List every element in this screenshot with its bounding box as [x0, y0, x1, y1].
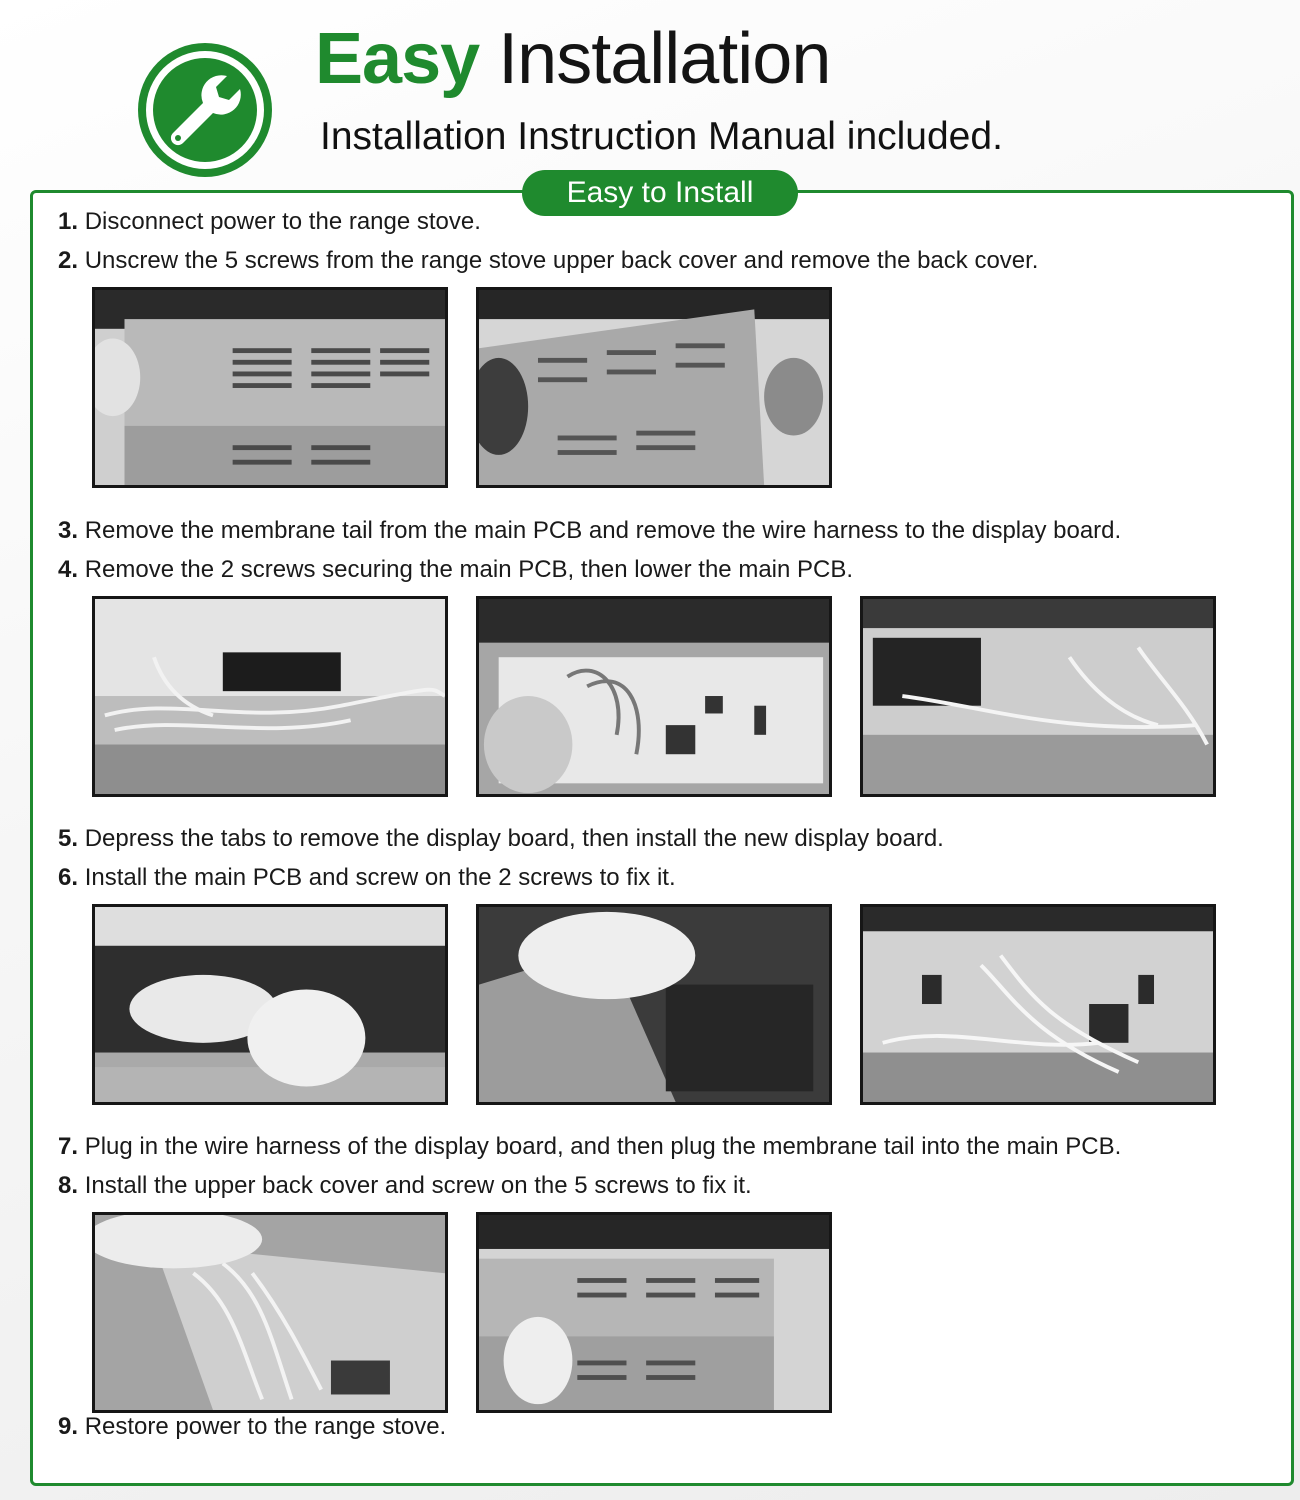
step-4 — [58, 555, 853, 585]
easy-to-install-badge: Easy to Install — [522, 170, 798, 216]
wrench-icon — [135, 40, 275, 180]
photo-plug-wire-harness — [92, 1212, 448, 1413]
photo-lower-main-pcb — [860, 596, 1216, 797]
photo-install-main-pcb — [860, 904, 1216, 1105]
step-7 — [58, 1132, 1121, 1162]
step-number: 8. — [58, 1172, 79, 1199]
title-accent: Easy — [315, 19, 480, 99]
step-text: Disconnect power to the range stove. — [84, 208, 481, 235]
step-text: Remove the 2 screws securing the main PCB, then lower the main PCB. — [84, 556, 854, 583]
step-text: Install the main PCB and screw on the 2 screws to fix it. — [84, 864, 676, 891]
step-3 — [58, 516, 1121, 546]
step-text: Plug in the wire harness of the display board, and then plug the membrane tail into the main PCB. — [84, 1133, 1122, 1160]
step-text: Unscrew the 5 screws from the range stove upper back cover and remove the back cover. — [84, 247, 1039, 274]
step-text: Remove the membrane tail from the main PCB and remove the wire harness to the display board. — [84, 517, 1122, 544]
photo-remove-display-board — [476, 904, 832, 1105]
photo-install-back-cover — [476, 1212, 832, 1413]
page-subtitle: Installation Instruction Manual included. — [320, 115, 1003, 158]
step-text: Restore power to the range stove. — [84, 1413, 447, 1440]
wrench-logo — [135, 40, 275, 180]
step-8 — [58, 1171, 752, 1201]
step-text: Install the upper back cover and screw on the 5 screws to fix it. — [84, 1172, 752, 1199]
step-number: 9. — [58, 1413, 79, 1440]
step-5 — [58, 824, 944, 854]
step-number: 2. — [58, 247, 79, 274]
step-2 — [58, 246, 1038, 276]
step-9 — [58, 1412, 446, 1442]
step-text: Depress the tabs to remove the display board, then install the new display board. — [84, 825, 944, 852]
photo-disconnect-harness — [92, 596, 448, 797]
step-number: 6. — [58, 864, 79, 891]
photo-remove-pcb-screws — [476, 596, 832, 797]
step-number: 1. — [58, 208, 79, 235]
step-number: 4. — [58, 556, 79, 583]
step-number: 5. — [58, 825, 79, 852]
photo-depress-tabs — [92, 904, 448, 1105]
page-title — [315, 14, 830, 104]
step-6 — [58, 863, 676, 893]
step-number: 3. — [58, 517, 79, 544]
photo-unscrew-back-cover — [92, 287, 448, 488]
step-number: 7. — [58, 1133, 79, 1160]
title-rest: Installation — [498, 19, 831, 99]
photo-remove-back-cover — [476, 287, 832, 488]
step-1 — [58, 207, 481, 237]
